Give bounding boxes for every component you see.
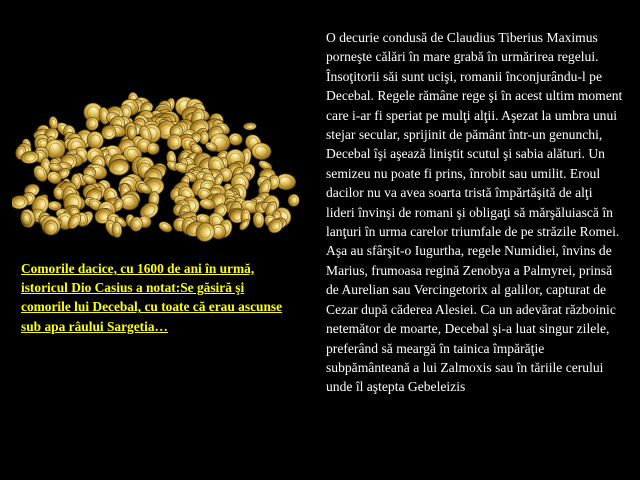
- coin: [287, 194, 299, 207]
- treasure-caption-link[interactable]: Comorile dacice, cu 1600 de ani în urmă, istoricul Dio Casius a notat:Se găsiră şi comorile lui Decebal, cu toate că erau ascunse sub apa râului Sargetia…: [21, 261, 283, 334]
- coin: [252, 211, 264, 228]
- coin: [157, 220, 173, 235]
- coin: [243, 122, 256, 130]
- gold-coins-image: [12, 84, 300, 246]
- decebal-story-text: O decurie condusă de Claudius Tiberius Maximus porneşte călări în mare grabă în urmărirea regelui. Însoţitorii săi sunt ucişi, romanii înconjurându-l pe Decebal. Regele rămâne rege şi în acest ultim moment care i-ar fi speriat pe mulţi alţii. Aşezat la umbra unui stejar secular, sprijinit de pământ într-un genunchi, Decebal îşi aşează liniştit scutul şi sabia alături. Un semizeu nu poate fi prins, înrobit sau umilit. Eroul dacilor nu va avea soarta tristă împărtăşită de alţi lideri învinşi de romani şi obligaţi să mărşăluiască în lanţuri în urma carelor triumfale de pe străzile Romei. Aşa au sfârşit-o Iugurtha, regele Numidiei, învins de Marius, frumoasa regină Zenobya a Palmyrei, prinsă de Aurelian sau Vercingetorix al galilor, capturat de Cezar după căderea Alesiei. Ca un adevărat războinic netemător de moarte, Decebal şi-a luat singur zilele, preferând să meargă în tainica împărăţie subpământeană a lui Zalmoxis sau în tăriile cerului unde îl aştepta Gebeleizis: [326, 30, 623, 395]
